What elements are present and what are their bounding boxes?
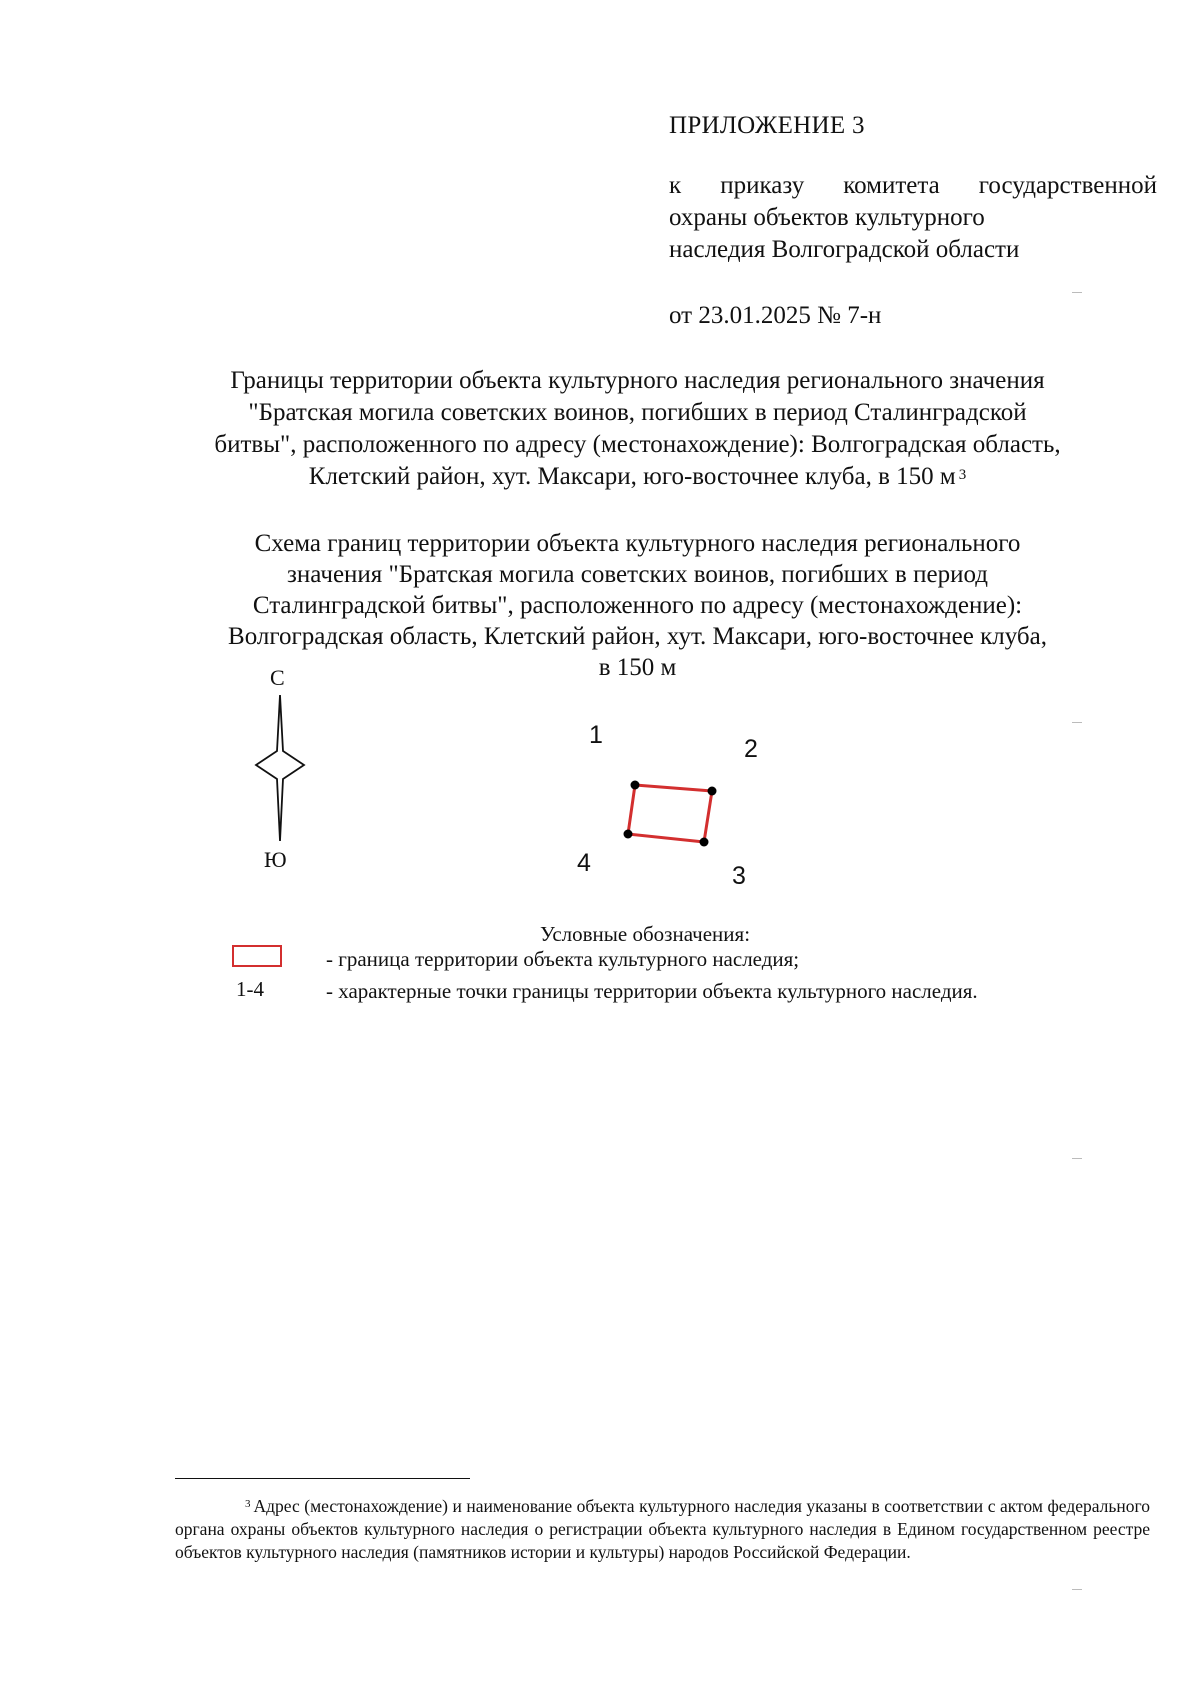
scan-mark xyxy=(1072,1589,1082,1590)
scan-mark xyxy=(1072,722,1082,723)
main-heading: Границы территории объекта культурного наследия регионального значения "Братская могила советских воинов, погибших в период Сталинградской битвы", расположенного по адресу (местонахождение): Волгоградская область, Клетский район, хут. Максари, юго-восточнее клуба, в 150 м $^3$ xyxy=(214,367,1061,490)
footnote-separator xyxy=(175,1478,470,1479)
compass-south-label: Ю xyxy=(264,847,287,872)
footnote-text: Адрес (местонахождение) и наименование объекта культурного наследия указаны в соответствии с актом федерального органа охраны объектов культурного наследия о регистрации объекта культурного наследия в Едином государственном реестре объектов культурного наследия (памятников истории и культуры) народов Российской Федерации. xyxy=(175,1496,1150,1562)
point-label-3: 3 xyxy=(732,862,746,890)
order-reference xyxy=(669,170,1157,266)
boundary-point-3 xyxy=(700,838,709,847)
boundary-point-4 xyxy=(624,830,633,839)
order-ref-line3: наследия Волгоградской области xyxy=(669,236,1020,263)
legend-boundary-text: - граница территории объекта культурного наследия; xyxy=(326,947,800,971)
legend-points-text: - характерные точки границы территории объекта культурного наследия. xyxy=(326,979,978,1003)
point-label-4: 4 xyxy=(577,849,591,877)
footnote-reference[interactable]: 3 xyxy=(958,467,967,483)
legend-title: Условные обозначения: xyxy=(540,922,751,946)
footnote-mark: 3 xyxy=(245,1498,251,1510)
scan-mark xyxy=(1072,1158,1082,1159)
order-ref-line1: к приказу комитета государственной xyxy=(669,172,1157,199)
appendix-title: ПРИЛОЖЕНИЕ 3 xyxy=(669,112,865,139)
compass-north-label: С xyxy=(270,665,285,690)
point-label-2: 2 xyxy=(744,735,758,763)
boundary-polygon xyxy=(620,775,720,855)
footnote xyxy=(175,1495,1150,1564)
point-label-1: 1 xyxy=(589,721,603,749)
scheme-heading: Схема границ территории объекта культурного наследия регионального значения "Братская могила советских воинов, погибших в период Сталинградской битвы", расположенного по адресу (местонахождение): Волгоградская область, Клетский район, хут. Максари, юго-восточнее клуба, в 150 м xyxy=(228,530,1047,681)
legend-boundary-swatch xyxy=(232,945,282,967)
compass-rose-icon xyxy=(250,693,310,843)
order-date: от 23.01.2025 № 7-н xyxy=(669,302,882,329)
scan-mark xyxy=(1072,292,1082,293)
boundary-point-1 xyxy=(631,781,640,790)
boundary-point-2 xyxy=(708,787,717,796)
legend-points-symbol: 1-4 xyxy=(236,977,264,1001)
order-ref-line2: охраны объектов культурного xyxy=(669,204,985,231)
